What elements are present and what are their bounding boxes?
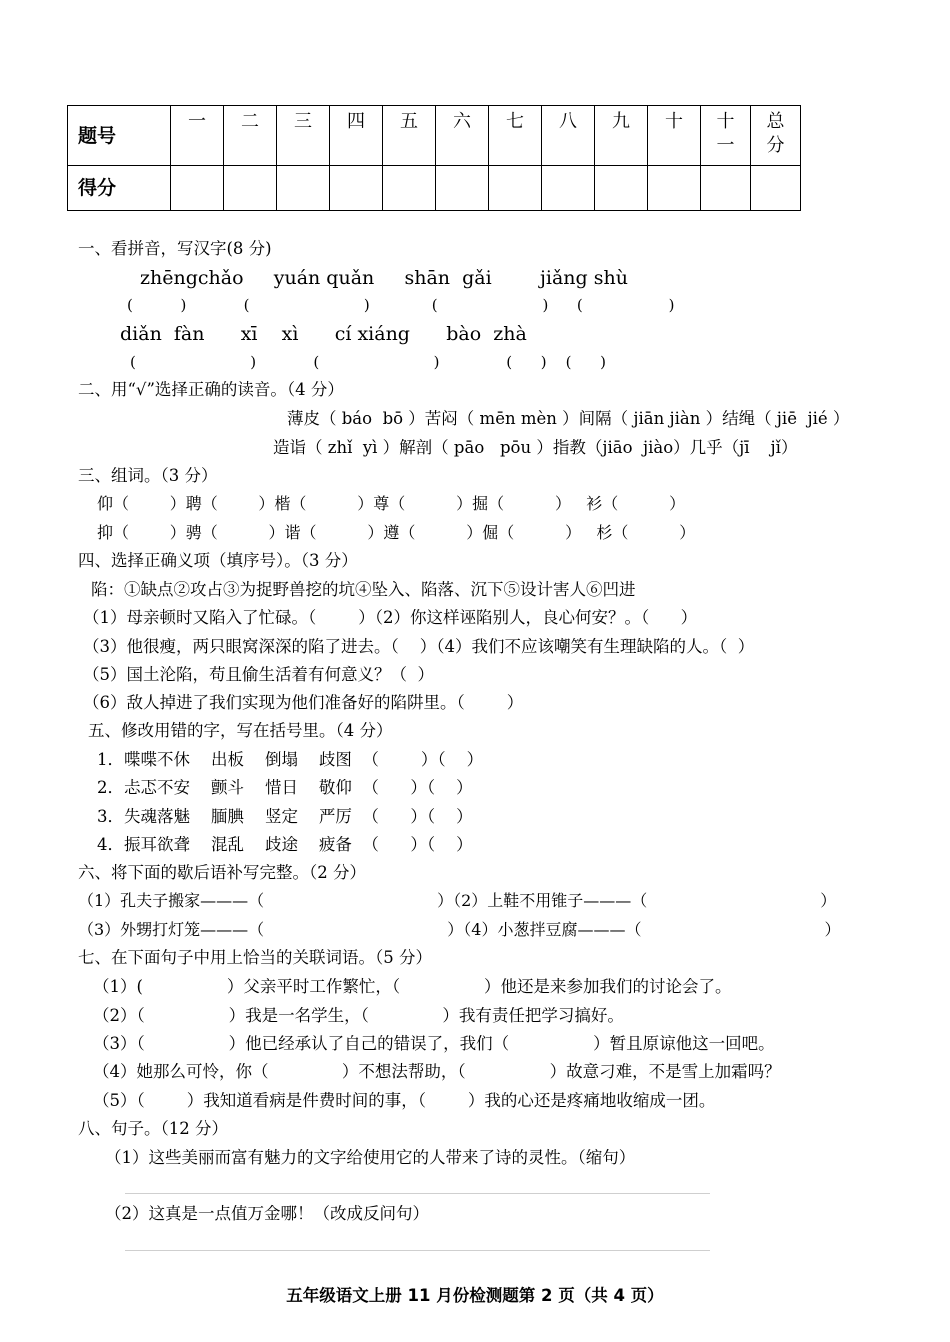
q5-item: 3．失魂落魅 腼腆 竖定 严厉 （ ）（ ） (97, 807, 473, 826)
q7-item: （1）( ）父亲平时工作繁忙，（ ）他还是来参加我们的讨论会了。 (93, 977, 732, 996)
score-label: 得分 (68, 166, 171, 211)
q1-title: 一、看拼音，写汉字(8 分) (78, 239, 272, 258)
column-7: 七 (489, 106, 542, 166)
score-table-score-row (68, 166, 801, 211)
column-8: 八 (542, 106, 595, 166)
score-cell (277, 166, 330, 211)
column-3: 三 (277, 106, 330, 166)
q5-title: 五、修改用错的字，写在括号里。（4 分） (88, 721, 393, 740)
q7-item: （4）她那么可怜，你（ ）不想法帮助，（ ）故意刁难，不是雪上加霜吗？ (93, 1062, 781, 1081)
q4-meanings: 陷：①缺点②攻占③为捉野兽挖的坑④坠入、陷落、沉下⑤设计害人⑥凹进 (91, 580, 636, 599)
column-11 (701, 106, 751, 166)
score-cell (171, 166, 224, 211)
q8-title: 八、句子。（12 分） (78, 1119, 228, 1138)
column-9: 九 (595, 106, 648, 166)
q1-pinyin-row2: diǎn fàn xī xì cí xiáng bào zhà (120, 323, 527, 345)
score-cell (436, 166, 489, 211)
score-cell (542, 166, 595, 211)
score-cell (595, 166, 648, 211)
q4-item: （6）敌人掉进了我们实现为他们准备好的陷阱里。（ ） (83, 693, 524, 712)
page-footer: 五年级语文上册 11 月份检测题第 2 页（共 4 页） (286, 1286, 664, 1305)
q7-item: （5）（ ）我知道看病是件费时间的事，（ ）我的心还是疼痛地收缩成一团。 (93, 1091, 716, 1110)
q8-item: （1）这些美丽而富有魅力的文字给使用它的人带来了诗的灵性。（缩句） (105, 1148, 636, 1167)
q4-title: 四、选择正确义项（填序号）。（3 分） (78, 551, 358, 570)
q2-line2: 造诣（ zhǐ yì ）解剖（ pāo pōu ）指教（jiāo jiào）几乎（jī jǐ） (273, 438, 798, 457)
q3-title: 三、组词。（3 分） (78, 466, 218, 485)
q4-item: （1）母亲顿时又陷入了忙碌。（ ）（2）你这样诬陷别人，良心何安？。（ ） (83, 608, 698, 627)
column-5: 五 (383, 106, 436, 166)
q6-item: （3）外甥打灯笼———（ ）（4）小葱拌豆腐———（ ） (78, 920, 841, 939)
column-11-label: 十一 (716, 111, 735, 156)
score-table-header-row (68, 106, 801, 166)
q6-title: 六、将下面的歇后语补写完整。（2 分） (78, 863, 366, 882)
score-cell (751, 166, 801, 211)
column-2: 二 (224, 106, 277, 166)
answer-line (125, 1193, 710, 1194)
column-10: 十 (648, 106, 701, 166)
answer-line (125, 1250, 710, 1251)
q2-title: 二、用“√”选择正确的读音。（4 分） (78, 380, 344, 399)
q5-item: 1．喋喋不休 出板 倒塌 歧图 （ ）（ ） (97, 750, 484, 769)
column-1: 一 (171, 106, 224, 166)
q1-pinyin-row1: zhēngchǎo yuán quǎn shān gǎi jiǎng shù (140, 267, 628, 289)
q7-item: （2）（ ）我是一名学生，（ ）我有责任把学习搞好。 (93, 1006, 624, 1025)
q5-item: 2．忐忑不安 颤斗 惜日 敬仰 （ ）（ ） (97, 778, 473, 797)
q7-item: （3）（ ）他已经承认了自己的错误了，我们（ ）暂且原谅他这一回吧。 (93, 1034, 775, 1053)
question-number-label: 题号 (68, 106, 171, 166)
q6-item: （1）孔夫子搬家———（ ）（2）上鞋不用锥子———（ ） (78, 891, 837, 910)
q8-item: （2）这真是一点值万金哪！（改成反问句） (105, 1204, 429, 1223)
column-6: 六 (436, 106, 489, 166)
q1-answer-row1: ( ) ( ) ( ) ( ) (127, 296, 675, 314)
score-cell (648, 166, 701, 211)
q2-line1: 薄皮（ báo bō ）苦闷（ mēn mèn ）间隔（ jiān jiàn ）结绳（ jiē jié ） (287, 409, 850, 428)
column-4: 四 (330, 106, 383, 166)
column-total-label: 总分 (766, 111, 785, 156)
score-table (67, 105, 801, 211)
q1-answer-row2: ( ) ( ) ( ) ( ) (130, 353, 606, 371)
q5-item: 4．振耳欲聋 混乱 歧途 疲备 （ ）（ ） (97, 835, 473, 854)
score-cell (383, 166, 436, 211)
q7-title: 七、在下面句子中用上恰当的关联词语。（5 分） (78, 948, 432, 967)
q4-item: （3）他很瘦，两只眼窝深深的陷了进去。（ ）（4）我们不应该嘲笑有生理缺陷的人。（ ） (83, 637, 755, 656)
score-cell (224, 166, 277, 211)
score-cell (330, 166, 383, 211)
q4-item: （5）国土沦陷，苟且偷生活着有何意义？（ ） (83, 665, 434, 684)
score-cell (701, 166, 751, 211)
q3-line2: 抑（ ）骋（ ）谐（ ）遵（ ）倔（ ） 杉（ ） (97, 523, 696, 542)
score-cell (489, 166, 542, 211)
q3-line1: 仰（ ）聘（ ）楷（ ）尊（ ）掘（ ） 衫（ ） (97, 494, 686, 513)
column-total (751, 106, 801, 166)
